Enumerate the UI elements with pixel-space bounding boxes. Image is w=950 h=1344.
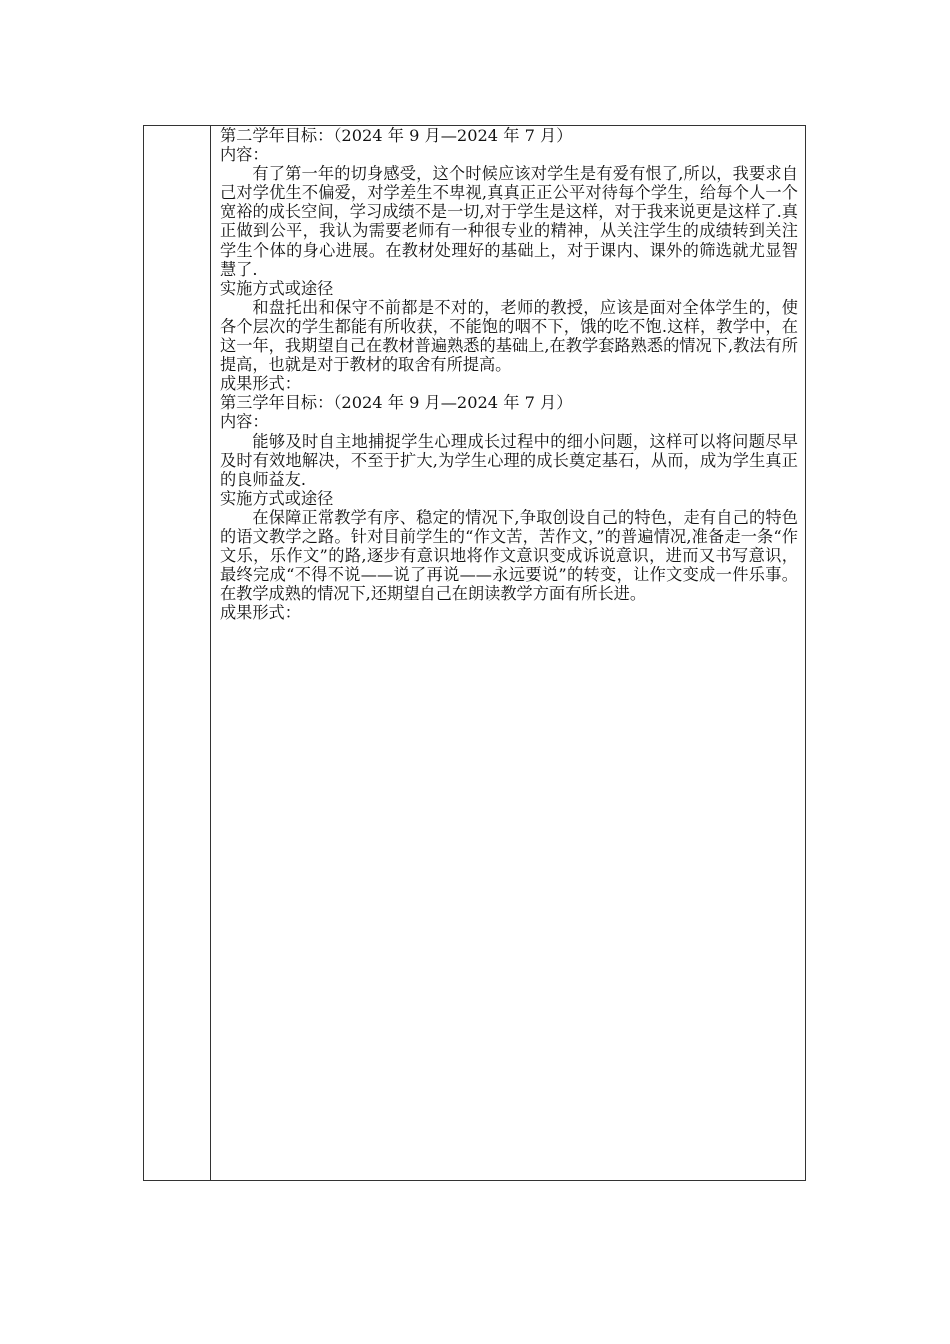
section3-content-label: 内容： <box>220 412 269 432</box>
section2-result-label: 成果形式： <box>220 374 301 394</box>
table-left-cell <box>144 126 210 1180</box>
section2-method-text: 和盘托出和保守不前都是不对的，老师的教授，应该是面对全体学生的，使各个层次的学生都能有所收获，不能饱的咽不下，饿的吃不饱.这样，教学中，在这一年，我期望自己在教材普遍熟悉的基础上,在教学套路熟悉的情况下,教法有所提高，也就是对于教材的取舍有所提高。 <box>220 297 798 375</box>
section3-content-text: 能够及时自主地捕捉学生心理成长过程中的细小问题，这样可以将问题尽早及时有效地解决，不至于扩大,为学生心理的成长奠定基石，从而，成为学生真正的良师益友. <box>220 431 798 489</box>
section2-heading: 第二学年目标：（2024 年 9 月—2024 年 7 月） <box>220 126 573 145</box>
section3-heading: 第三学年目标：（2024 年 9 月—2024 年 7 月） <box>220 393 573 413</box>
table-content-cell <box>220 126 798 622</box>
section2-content-label: 内容： <box>220 145 269 165</box>
section3-result-label: 成果形式： <box>220 603 301 623</box>
goal-table <box>143 125 806 1181</box>
section3-method-label: 实施方式或途径 <box>220 488 334 508</box>
section3-method-text: 在保障正常教学有序、稳定的情况下,争取创设自己的特色，走有自己的特色的语文教学之路。针对目前学生的“作文苦，苦作文，”的普遍情况,准备走一条“作文乐，乐作文”的路,逐步有意识地将作文意识变成诉说意识，进而又书写意识，最终完成“不得不说——说了再说——永远要说”的转变，让作文变成一件乐事。在教学成熟的情况下,还期望自己在朗读教学方面有所长进。 <box>220 507 798 604</box>
section2-content-text: 有了第一年的切身感受，这个时候应该对学生是有爱有恨了,所以，我要求自己对学优生不偏爱，对学差生不卑视,真真正正公平对待每个学生，给每个人一个宽裕的成长空间，学习成绩不是一切,对于学生是这样，对于我来说更是这样了.真正做到公平，我认为需要老师有一种很专业的精神，从关注学生的成绩转到关注学生个体的身心进展。在教材处理好的基础上，对于课内、课外的筛选就尤显智慧了. <box>220 164 798 279</box>
section2-method-label: 实施方式或途径 <box>220 278 334 298</box>
table-column-divider <box>210 126 211 1180</box>
